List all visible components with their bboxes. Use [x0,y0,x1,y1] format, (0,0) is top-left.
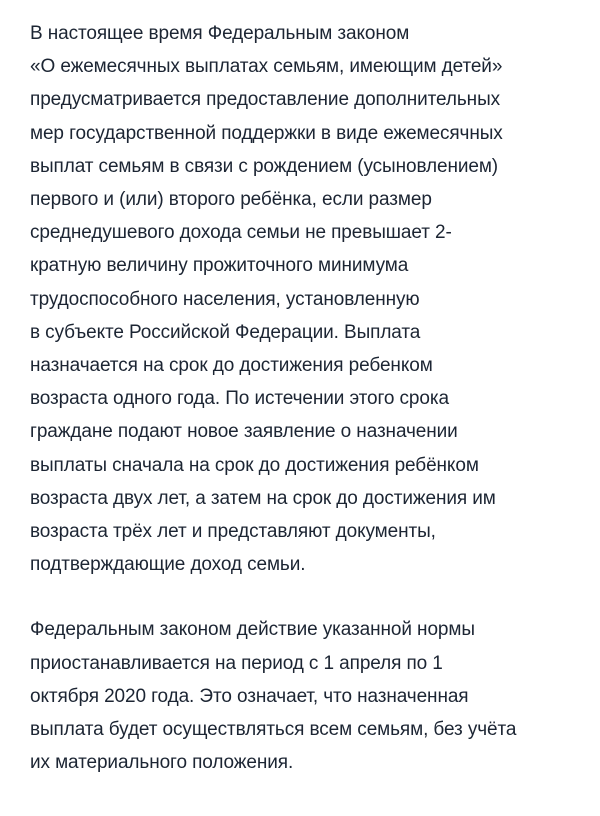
paragraph-1 [30,17,578,581]
text-line: возраста двух лет, а затем на срок до достижения им [30,487,496,509]
article-text [30,17,578,779]
text-line: октября 2020 года. Это означает, что назначенная [30,685,469,707]
text-line: выплаты сначала на срок до достижения ребёнком [30,454,479,476]
text-line: назначается на срок до достижения ребенком [30,355,433,377]
text-line: «О ежемесячных выплатах семьям, имеющим детей» [30,56,503,78]
text-line: предусматривается предоставление дополнительных [30,89,501,111]
text-line: граждане подают новое заявление о назначении [30,421,458,443]
text-line: Федеральным законом действие указанной нормы [30,619,475,641]
paragraph-2 [30,613,578,779]
text-line: выплат семьям в связи с рождением (усыновлением) [30,155,499,177]
text-line: кратную величину прожиточного минимума [30,255,409,277]
text-line: в субъекте Российской Федерации. Выплата [30,321,421,343]
text-line: первого и (или) второго ребёнка, если размер [30,189,432,211]
text-line: мер государственной поддержки в виде ежемесячных [30,122,503,144]
text-line: их материального положения. [30,752,294,774]
text-line: возраста трёх лет и представляют документы, [30,521,436,543]
text-line: возраста одного года. По истечении этого срока [30,388,449,410]
text-line: В настоящее время Федеральным законом [30,23,410,44]
text-line: среднедушевого дохода семьи не превышает 2- [30,222,452,244]
text-line: трудоспособного населения, установленную [30,288,420,310]
text-line: подтверждающие доход семьи. [30,554,306,576]
text-line: приостанавливается на период с 1 апреля по 1 [30,652,443,674]
text-line: выплата будет осуществляться всем семьям, без учёта [30,719,517,741]
